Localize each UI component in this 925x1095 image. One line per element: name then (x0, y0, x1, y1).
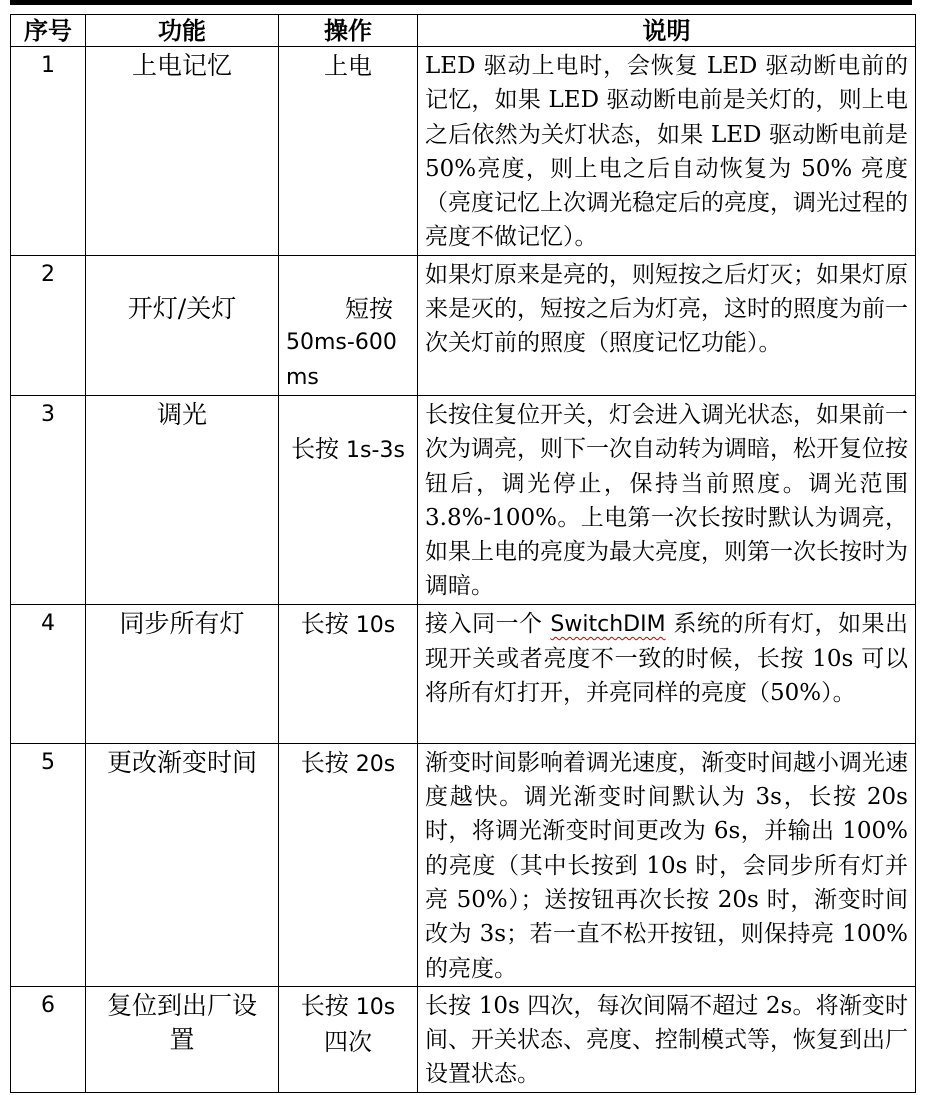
function-label-line: 复位到出厂设 (106, 990, 257, 1020)
header-cell-no: 序号 (11, 15, 86, 47)
table-row (11, 604, 916, 743)
cell-description: 长按 10s 四次，每次间隔不超过 2s。将渐变时间、开关状态、亮度、控制模式等，恢复到出厂设置状态。 (418, 986, 916, 1092)
table-row (11, 986, 916, 1092)
header-cell-func: 功能 (86, 15, 279, 47)
cell-operation (279, 255, 418, 395)
cell-operation (279, 395, 418, 604)
table-row (11, 743, 916, 986)
header-cell-desc: 说明 (418, 15, 916, 47)
cell-function: 调光 (86, 395, 279, 604)
cell-row-number: 3 (11, 395, 86, 604)
function-label: 开灯/关灯 (127, 294, 237, 324)
function-label-line: 置 (169, 1025, 195, 1055)
table-row (11, 255, 916, 395)
cell-description: LED 驱动上电时，会恢复 LED 驱动断电前的记忆，如果 LED 驱动断电前是关灯的，则上电之后依然为关灯状态，如果 LED 驱动断电前是 50%亮度，则上电之后自动恢复为 50% 亮度（亮度记忆上次调光稳定后的亮度，调光过程的亮度不做记忆）。 (418, 47, 916, 256)
table-row (11, 395, 916, 604)
description-text: 系统的所有灯，如果出现开关或者亮度不一致的时候，长按 10s 可以将所有灯打开，并亮同样的亮度（50%）。 (425, 610, 909, 707)
cell-function: 同步所有灯 (86, 604, 279, 743)
blank-line (279, 398, 417, 432)
cell-function (86, 986, 279, 1092)
operation-en: 10s (348, 612, 396, 638)
cell-operation: 上电 (279, 47, 418, 256)
operation-zh: 长按 (300, 991, 349, 1020)
operation-en: 20s (348, 751, 396, 777)
top-divider-rule (10, 0, 912, 5)
cell-row-number: 4 (11, 604, 86, 743)
operation-line: ms (286, 364, 319, 390)
header-cell-op: 操作 (279, 15, 418, 47)
cell-function: 更改渐变时间 (86, 743, 279, 986)
operation-en: 1s-3s (339, 438, 405, 464)
blank-line (86, 258, 278, 292)
cell-description: 渐变时间影响着调光速度，渐变时间越小调光速度越快。调光渐变时间默认为 3s，长按 20s 时，将调光渐变时间更改为 6s，并输出 100%的亮度（其中长按到 10s 时，会同步所有灯并亮 50%）；送按钮再次长按 20s 时，渐变时间改为 3s；若一直不松开按钮，则保持亮 100%的亮度。 (418, 743, 916, 986)
operation-line (279, 989, 417, 1025)
operation-line: 50ms-600 (286, 330, 397, 356)
cell-operation (279, 743, 418, 986)
cell-row-number: 1 (11, 47, 86, 256)
cell-function: 上电记忆 (86, 47, 279, 256)
operation-zh: 长按 (300, 748, 349, 777)
blank-line (279, 258, 417, 292)
cell-description: 如果灯原来是亮的，则短按之后灯灭；如果灯原来是灭的，短按之后为灯亮，这时的照度为前一次关灯前的照度（照度记忆功能）。 (418, 255, 916, 395)
table-row (11, 47, 916, 256)
cell-operation (279, 604, 418, 743)
cell-row-number: 6 (11, 986, 86, 1092)
cell-description: 长按住复位开关，灯会进入调光状态，如果前一次为调亮，则下一次自动转为调暗，松开复位按钮后，调光停止，保持当前照度。调光范围 3.8%-100%。上电第一次长按时默认为调亮，如果上电的亮度为最大亮度，则第一次长按时为调暗。 (418, 395, 916, 604)
cell-operation (279, 986, 418, 1092)
operation-zh: 长按 (300, 609, 349, 638)
header-row (11, 15, 916, 47)
cell-function (86, 255, 279, 395)
operation-line: 短按 (345, 295, 393, 324)
operation-line (279, 746, 417, 782)
cell-row-number: 2 (11, 255, 86, 395)
operation-line (279, 432, 417, 468)
cell-row-number: 5 (11, 743, 86, 986)
description-text: 接入同一个 (425, 610, 551, 637)
function-table (10, 14, 916, 1093)
operation-line (279, 607, 417, 643)
operation-line: 四次 (324, 1028, 372, 1057)
spellcheck-underlined-word: SwitchDIM (550, 611, 666, 637)
cell-description (418, 604, 916, 743)
operation-zh: 长按 (291, 435, 340, 464)
operation-en: 10s (348, 994, 396, 1020)
